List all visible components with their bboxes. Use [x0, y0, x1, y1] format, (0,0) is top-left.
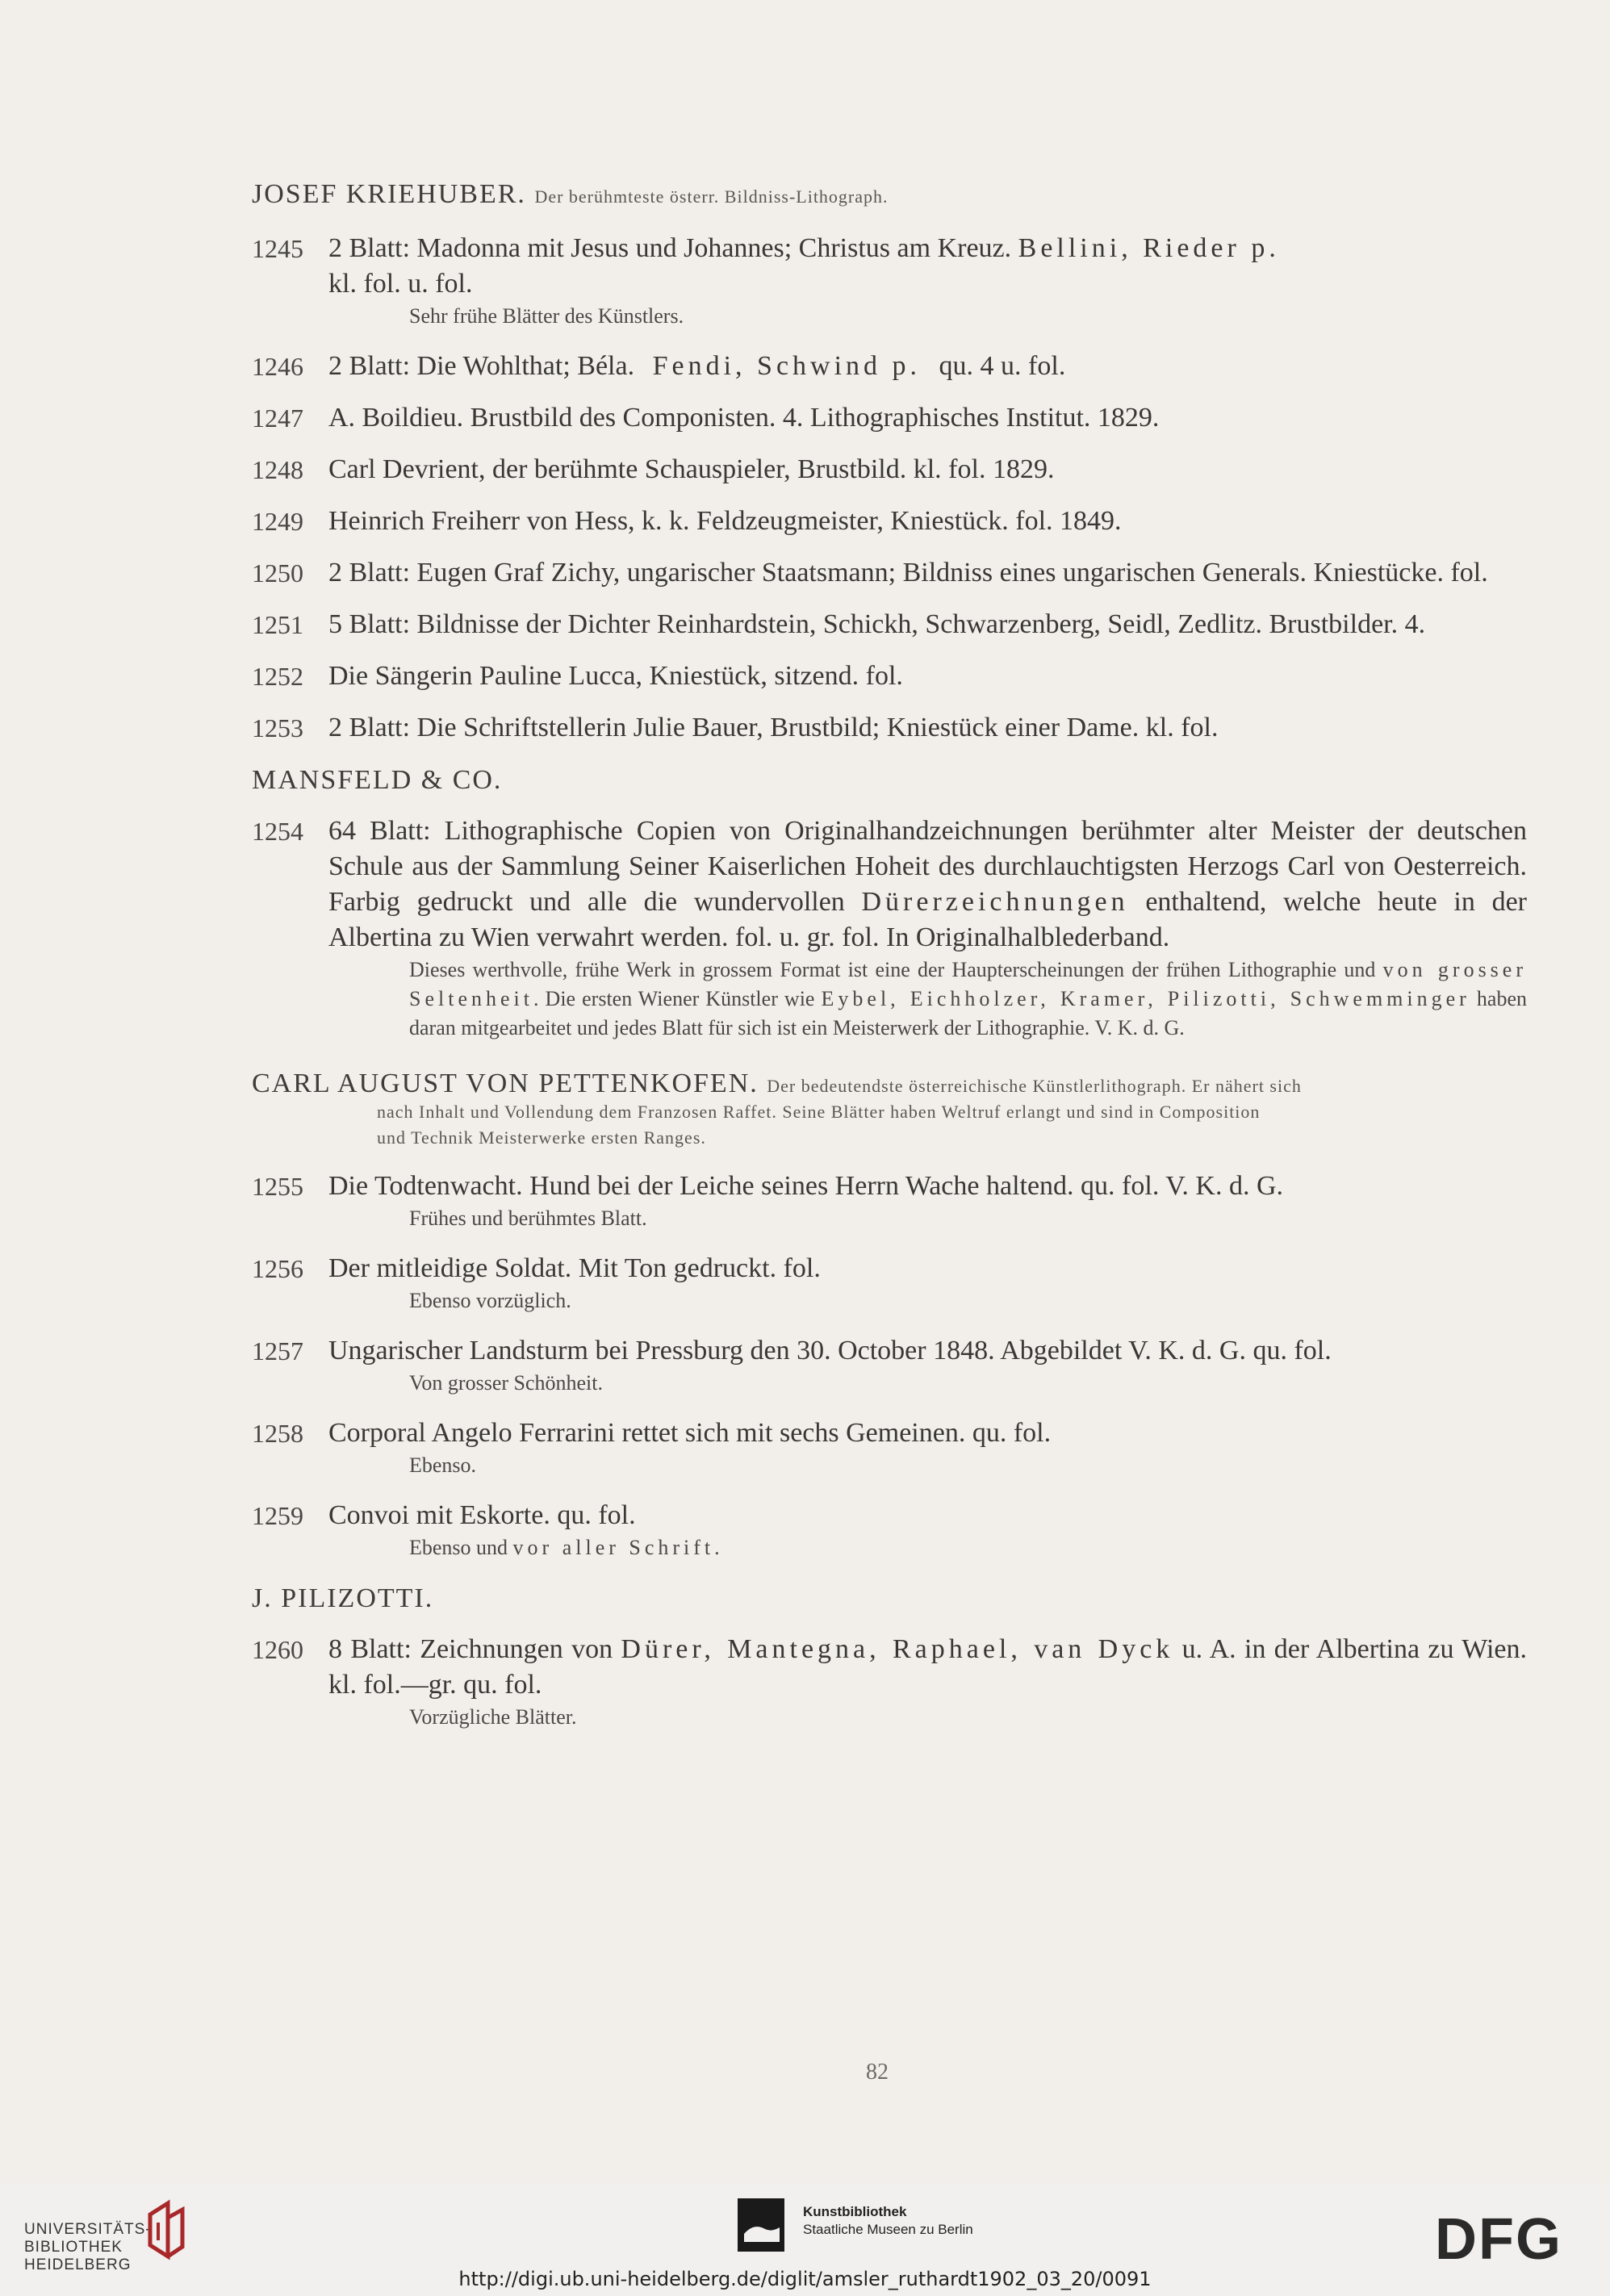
- kunstbibliothek-logo-icon: [736, 2197, 792, 2253]
- entry-note: Sehr frühe Blätter des Künstlers.: [409, 304, 684, 328]
- entry-text: Der mitleidige Soldat. Mit Ton gedruckt. fol.: [328, 1253, 821, 1283]
- entry-text: Die Sängerin Pauline Lucca, Kniestück, sitzend. fol.: [328, 661, 903, 691]
- catalog-entry: [252, 1498, 1527, 1562]
- entry-number: 1251: [252, 610, 303, 639]
- entry-text-part: 64 Blatt: Lithographische Copien von Originalhandzeichnungen berühmter alter Meister der deutschen Schule aus der Sammlung Seiner Kaiserlichen Hoheit des durchlauchtigsten Herzogs Carl von Oesterreich. Farbig gedruckt und alle die wundervollen: [328, 816, 1527, 917]
- entry-title: Carl Devrient, der berühmte Schauspieler, Brustbild. kl. fol.: [328, 454, 986, 484]
- entry-text-part: enthaltend, welche heute in der Albertina zu Wien verwahrt werden. fol. u. gr. fol. In Originalhalblederband.: [328, 887, 1527, 952]
- section-heading-mansfeld: [252, 765, 1527, 796]
- entry-number: 1253: [252, 713, 303, 742]
- entry-text: [328, 349, 1527, 384]
- section-name: CARL AUGUST VON PETTENKOFEN.: [252, 1069, 759, 1098]
- entry-number: 1258: [252, 1419, 303, 1448]
- entry-artists: Fendi, Schwind p.: [652, 351, 922, 381]
- entry-note: Frühes und berühmtes Blatt.: [409, 1207, 647, 1230]
- uni-line: HEIDELBERG: [24, 2256, 132, 2273]
- entry-text: Corporal Angelo Ferrarini rettet sich mit sechs Gemeinen. qu. fol.: [328, 1418, 1052, 1448]
- catalog-entry: [252, 659, 1527, 694]
- entry-note: [409, 956, 1527, 1043]
- dfg-logo: DFG: [1435, 2207, 1562, 2272]
- kb-title: Kunstbibliothek: [803, 2204, 907, 2219]
- entry-title: 2 Blatt: Madonna mit Jesus und Johannes; Christus am Kreuz.: [328, 233, 1012, 263]
- entry-text-spaced: Dürerzeichnungen: [861, 887, 1129, 917]
- note-part: Ebenso und: [409, 1536, 513, 1559]
- entry-text: Convoi mit Eskorte. qu. fol.: [328, 1500, 636, 1530]
- section-note: Der bedeutendste österreichische Künstlerlithograph. Er nähert sich: [767, 1076, 1302, 1096]
- section-note-continued: nach Inhalt und Vollendung dem Franzosen Raffet. Seine Blätter haben Weltruf erlangt und sind in Composition: [377, 1102, 1261, 1122]
- entry-number: 1260: [252, 1635, 303, 1664]
- entry-publisher: Lithographisches Institut. 1829.: [809, 403, 1160, 433]
- entry-text: [328, 400, 1527, 436]
- catalog-entry: [252, 1416, 1527, 1480]
- uni-heidelberg-logo-icon: [144, 2198, 192, 2263]
- entry-number: 1255: [252, 1172, 303, 1201]
- entry-line: [328, 231, 1527, 266]
- uni-line: UNIVERSITÄTS-: [24, 2221, 152, 2238]
- entry-format: kl. fol. u. fol.: [328, 269, 473, 299]
- entry-number: 1259: [252, 1501, 303, 1530]
- entry-text: [328, 452, 1527, 487]
- kunstbibliothek-label: [803, 2203, 973, 2239]
- note-part: . Die ersten Wiener Künstler wie: [533, 987, 822, 1010]
- entry-number: 1254: [252, 817, 303, 846]
- entry-text: [328, 813, 1527, 956]
- catalog-entry: [252, 231, 1527, 331]
- section-heading-kriehuber: [252, 179, 1527, 210]
- catalog-entry: [252, 555, 1527, 591]
- entry-number: 1249: [252, 507, 303, 536]
- page-number: 82: [866, 2060, 889, 2085]
- catalog-entry: [252, 1251, 1527, 1315]
- entry-text: [328, 504, 1527, 539]
- uni-heidelberg-label: [24, 2221, 152, 2274]
- section-name: JOSEF KRIEHUBER.: [252, 179, 526, 209]
- entry-note: Vorzügliche Blätter.: [409, 1705, 577, 1729]
- entry-number: 1252: [252, 662, 303, 691]
- entry-title: 2 Blatt: Die Wohlthat; Béla.: [328, 351, 635, 381]
- catalog-entry: [252, 607, 1527, 642]
- catalog-entry: [252, 1169, 1527, 1233]
- section-heading-pilizotti: [252, 1583, 1527, 1614]
- page-content: [252, 179, 1527, 1732]
- section-note-continued: und Technik Meisterwerke ersten Ranges.: [377, 1127, 706, 1148]
- entry-note: [409, 1533, 1527, 1562]
- entry-format: qu. 4 u. fol.: [939, 351, 1066, 381]
- entry-number: 1257: [252, 1336, 303, 1365]
- entry-number: 1248: [252, 455, 303, 484]
- note-part: .: [714, 1536, 720, 1559]
- entry-number: 1247: [252, 404, 303, 433]
- entry-title: Heinrich Freiherr von Hess, k. k. Feldzeugmeister, Kniestück. fol.: [328, 506, 1053, 536]
- section-heading-pettenkofen: [252, 1069, 1527, 1151]
- catalog-entry: [252, 400, 1527, 436]
- note-spaced: vor aller Schrift: [512, 1536, 715, 1559]
- entry-text: [328, 1632, 1527, 1703]
- note-part: Dieses werthvolle, frühe Werk in grossem Format ist eine der Haupterscheinungen der frühen Lithographie und: [409, 958, 1383, 981]
- source-url[interactable]: http://digi.ub.uni-heidelberg.de/diglit/amsler_ruthardt1902_03_20/0091: [458, 2268, 1152, 2290]
- entry-number: 1250: [252, 558, 303, 588]
- entry-text-spaced: Dürer, Mantegna, Raphael, van Dyck: [621, 1634, 1174, 1664]
- note-part: haben daran mitgearbeitet und jedes Blatt für sich ist ein Meisterwerk der Lithographie. V. K. d. G.: [409, 987, 1527, 1039]
- entry-year: 1849.: [1060, 506, 1122, 536]
- note-spaced: Eybel, Eichholzer, Kramer, Pilizotti, Schwemminger: [821, 987, 1470, 1010]
- catalog-entry: [252, 504, 1527, 539]
- entry-number: 1256: [252, 1254, 303, 1283]
- entry-note: Von grosser Schönheit.: [409, 1371, 604, 1395]
- section-note: Der berühmteste österr. Bildniss-Lithograph.: [534, 186, 889, 207]
- entry-text-part: 8 Blatt: Zeichnungen von: [328, 1634, 621, 1664]
- catalog-entry: [252, 813, 1527, 1043]
- entry-text: Ungarischer Landsturm bei Pressburg den 30. October 1848. Abgebildet V. K. d. G. qu. fol.: [328, 1336, 1332, 1365]
- catalog-entry: [252, 1632, 1527, 1732]
- kb-subtitle: Staatliche Museen zu Berlin: [803, 2222, 973, 2237]
- section-name: J. PILIZOTTI.: [252, 1583, 434, 1613]
- uni-line: BIBLIOTHEK: [24, 2239, 123, 2256]
- catalog-entry: [252, 349, 1527, 384]
- entry-text: 2 Blatt: Eugen Graf Zichy, ungarischer Staatsmann; Bildniss eines ungarischen Generals. Kniestücke. fol.: [328, 558, 1488, 588]
- entry-text: 5 Blatt: Bildnisse der Dichter Reinhardstein, Schickh, Schwarzenberg, Seidl, Zedlitz. Brustbilder. 4.: [328, 609, 1426, 639]
- entry-text: 2 Blatt: Die Schriftstellerin Julie Bauer, Brustbild; Kniestück einer Dame. kl. fol.: [328, 713, 1219, 742]
- entry-title: A. Boildieu. Brustbild des Componisten. 4.: [328, 403, 804, 433]
- catalog-entry: [252, 1333, 1527, 1398]
- entry-text: Die Todtenwacht. Hund bei der Leiche seines Herrn Wache haltend. qu. fol. V. K. d. G.: [328, 1171, 1283, 1201]
- catalog-entry: [252, 710, 1527, 746]
- entry-artists: Bellini, Rieder p.: [1018, 233, 1280, 263]
- section-name: MANSFELD & CO.: [252, 765, 503, 795]
- entry-number: 1246: [252, 352, 303, 381]
- entry-note: Ebenso.: [409, 1453, 477, 1477]
- note-spaced: von grosser Seltenheit: [409, 958, 1527, 1010]
- catalog-entry: [252, 452, 1527, 487]
- entry-text-part: u. A. in der Albertina zu Wien. kl. fol.—gr. qu. fol.: [328, 1634, 1528, 1700]
- entry-number: 1245: [252, 234, 303, 263]
- entry-year: 1829.: [992, 454, 1055, 484]
- entry-note: Ebenso vorzüglich.: [409, 1289, 571, 1312]
